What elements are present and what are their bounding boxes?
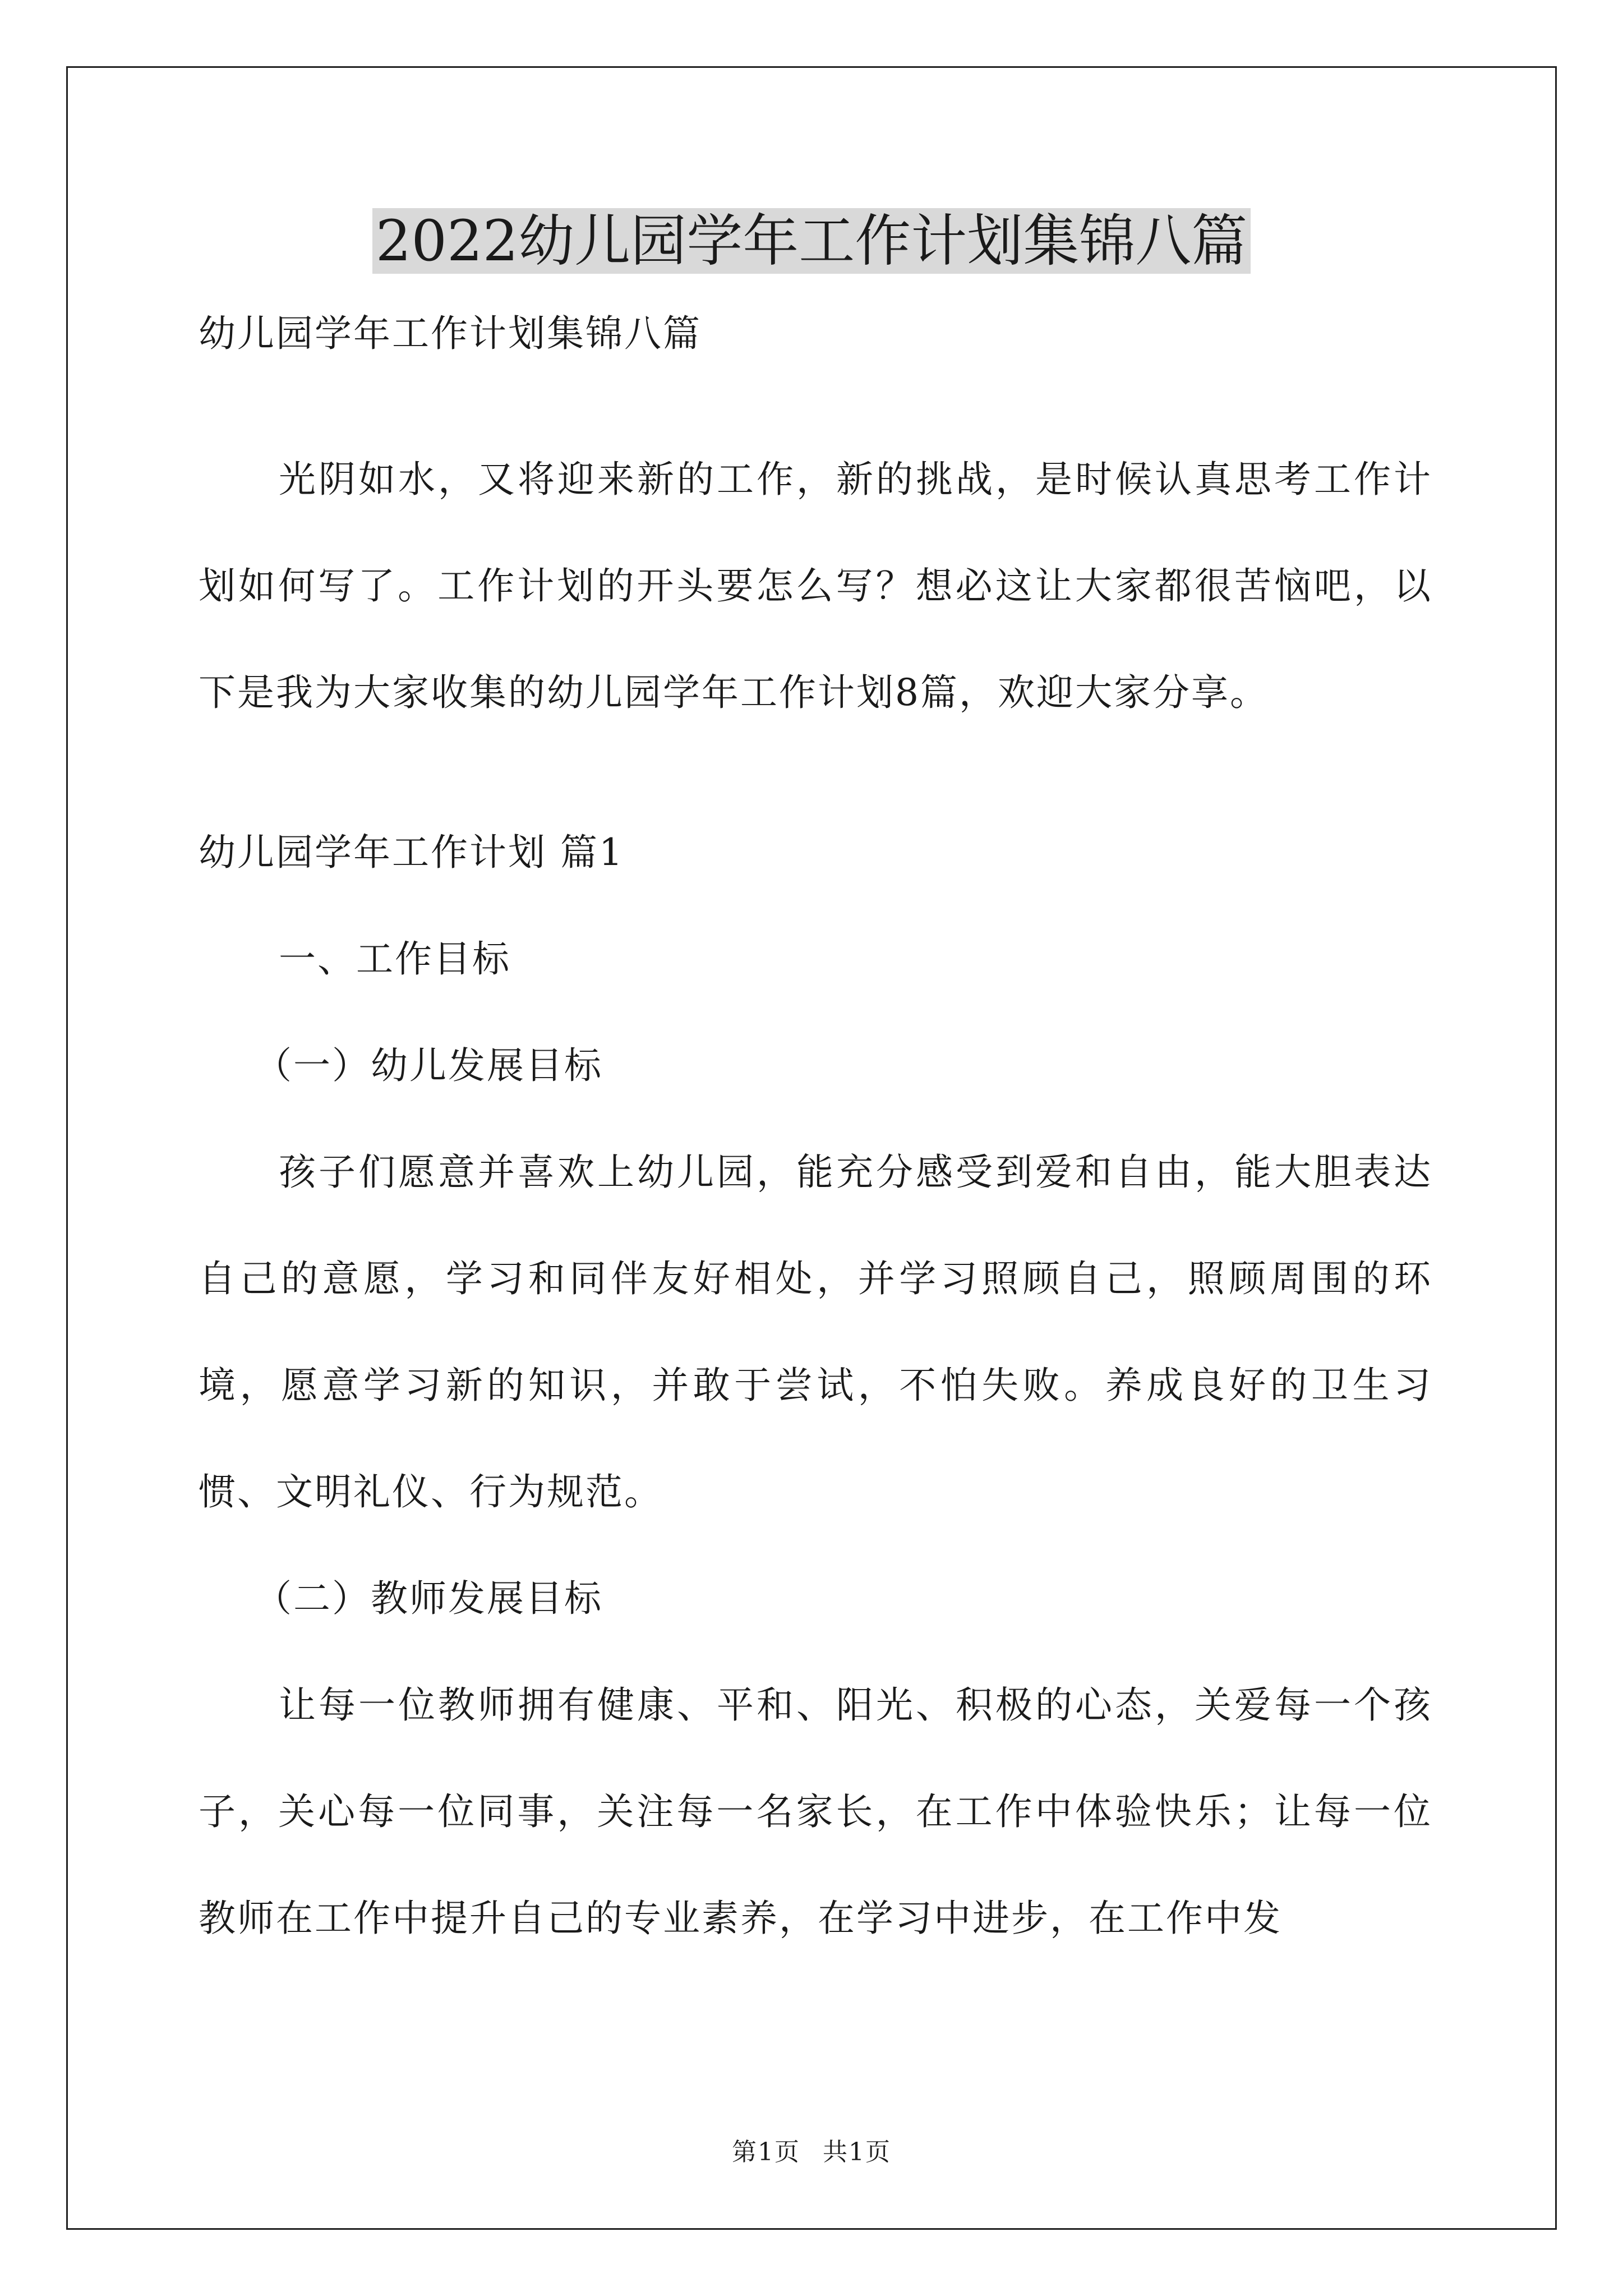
document-body	[199, 311, 1432, 1972]
document-subtitle: 幼儿园学年工作计划集锦八篇	[199, 312, 702, 355]
teacher-goals-paragraph: 让每一位教师拥有健康、平和、阳光、积极的心态，关爱每一个孩子，关心每一位同事，关注每一名家长，在工作中体验快乐；让每一位教师在工作中提升自己的专业素养，在学习中进步，在工作中发	[199, 1683, 1432, 1940]
heading-teacher-goals: （二）教师发展目标	[255, 1577, 603, 1620]
section-title: 幼儿园学年工作计划 篇1	[199, 831, 624, 874]
intro-paragraph: 光阴如水，又将迎来新的工作，新的挑战，是时候认真思考工作计划如何写了。工作计划的开头要怎么写？想必这让大家都很苦恼吧，以下是我为大家收集的幼儿园学年工作计划8篇，欢迎大家分享。	[199, 458, 1432, 714]
document-title-text: 2022幼儿园学年工作计划集锦八篇	[372, 208, 1251, 274]
document-title	[0, 205, 1623, 278]
page-footer	[0, 2132, 1623, 2168]
page-number: 第1页	[732, 2138, 800, 2166]
page-total: 共1页	[823, 2138, 891, 2166]
child-goals-paragraph: 孩子们愿意并喜欢上幼儿园，能充分感受到爱和自由，能大胆表达自己的意愿，学习和同伴友好相处，并学习照顾自己，照顾周围的环境，愿意学习新的知识，并敢于尝试，不怕失败。养成良好的卫生习惯、文明礼仪、行为规范。	[199, 1151, 1432, 1513]
heading-child-goals: （一）幼儿发展目标	[255, 1044, 603, 1087]
heading-work-goals: 一、工作目标	[279, 937, 511, 981]
